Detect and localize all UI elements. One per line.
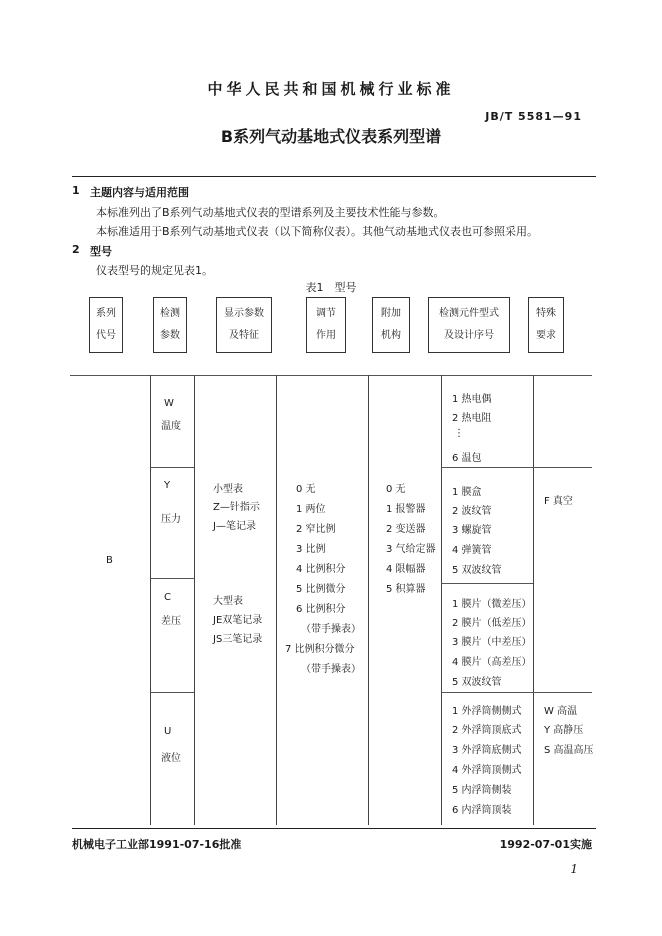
param-name-c: 差压	[161, 616, 181, 627]
element-y-3: 4 弹簧管	[452, 545, 492, 556]
table-vline-3	[276, 375, 277, 825]
display-large-2: JS三笔记录	[213, 634, 263, 645]
approval-date: 机械电子工业部1991-07-16批准	[72, 838, 242, 851]
col-header-attachment-line1: 附加	[381, 308, 401, 319]
regulation-1: 1 两位	[296, 504, 326, 515]
section-1-number: 1	[72, 184, 80, 197]
display-small-2: J—笔记录	[213, 521, 256, 532]
special-y: F 真空	[544, 496, 573, 507]
col-header-regulation-line1: 调节	[316, 308, 336, 319]
section-2-number: 2	[72, 243, 80, 256]
table-vline-1	[150, 375, 151, 825]
display-small-0: 小型表	[213, 484, 243, 495]
element-c-2: 3 膜片（中差压）	[452, 637, 532, 648]
table-caption: 表1 型号	[305, 281, 357, 294]
col-header-param-line2: 参数	[160, 330, 180, 341]
element-y-0: 1 膜盒	[452, 487, 482, 498]
special-u-2: S 高温高压	[544, 745, 594, 756]
param-name-w: 温度	[161, 421, 181, 432]
regulation-6-note: （带手操表）	[301, 624, 361, 635]
col-header-attachment-line2: 机构	[381, 330, 401, 341]
element-c-0: 1 膜片（微差压）	[452, 599, 532, 610]
regulation-0: 0 无	[296, 484, 316, 495]
footer-rule	[72, 828, 596, 829]
element-w-1: 2 热电阻	[452, 413, 492, 424]
element-c-3: 4 膜片（高差压）	[452, 657, 532, 668]
regulation-6: 6 比例积分	[296, 604, 346, 615]
param-sep-1	[150, 467, 194, 468]
attachment-1: 1 报警器	[386, 504, 426, 515]
col-header-element-line1: 检测元件型式	[439, 308, 499, 319]
regulation-7-note: （带手操表）	[301, 664, 361, 675]
col-header-special-line1: 特殊	[536, 308, 556, 319]
element-sep-3	[441, 692, 592, 693]
element-c-1: 2 膜片（低差压）	[452, 618, 532, 629]
regulation-7: 7 比例积分微分	[285, 644, 355, 655]
regulation-4: 4 比例积分	[296, 564, 346, 575]
attachment-2: 2 变送器	[386, 524, 426, 535]
col-header-attachment	[372, 297, 410, 353]
col-header-series-line1: 系列	[96, 308, 116, 319]
element-u-0: 1 外浮筒侧侧式	[452, 706, 522, 717]
display-small-1: Z—针指示	[213, 502, 260, 513]
page-number: 1	[570, 862, 578, 876]
section-2-para-1: 仪表型号的规定见表1。	[96, 264, 213, 277]
col-header-display	[216, 297, 272, 353]
element-w-3: 6 温包	[452, 453, 482, 464]
col-header-regulation	[306, 297, 346, 353]
col-header-series-line2: 代号	[96, 330, 116, 341]
regulation-2: 2 窄比例	[296, 524, 336, 535]
col-header-series	[89, 297, 123, 353]
element-w-0: 1 热电偶	[452, 394, 492, 405]
section-2-heading: 型号	[90, 245, 112, 258]
document-title: B系列气动基地式仪表系列型谱	[220, 127, 442, 146]
special-u-0: W 高温	[544, 706, 578, 717]
section-1-para-1: 本标准列出了B系列气动基地式仪表的型谱系列及主要技术性能与参数。	[96, 206, 445, 219]
standard-category: 中华人民共和国机械行业标准	[207, 80, 455, 98]
special-u-1: Y 高静压	[544, 725, 584, 736]
regulation-3: 3 比例	[296, 544, 326, 555]
table-vline-4	[368, 375, 369, 825]
element-u-2: 3 外浮筒底侧式	[452, 745, 522, 756]
param-name-u: 液位	[161, 753, 181, 764]
element-y-4: 5 双波纹管	[452, 565, 502, 576]
param-code-y: Y	[164, 480, 171, 491]
element-sep-2	[441, 583, 533, 584]
col-header-element-line2: 及设计序号	[444, 330, 494, 341]
regulation-5: 5 比例微分	[296, 584, 346, 595]
col-header-display-line1: 显示参数	[224, 308, 264, 319]
display-large-0: 大型表	[213, 596, 243, 607]
attachment-5: 5 积算器	[386, 584, 426, 595]
param-name-y: 压力	[161, 514, 181, 525]
element-u-1: 2 外浮筒顶底式	[452, 725, 522, 736]
col-header-param	[153, 297, 187, 353]
element-c-4: 5 双波纹管	[452, 677, 502, 688]
series-code: B	[106, 555, 113, 566]
element-y-2: 3 螺旋管	[452, 525, 492, 536]
param-sep-2	[150, 578, 194, 579]
standard-number: JB/T 5581—91	[485, 110, 582, 123]
table-vline-6	[533, 375, 534, 825]
element-u-4: 5 内浮筒侧装	[452, 785, 512, 796]
param-sep-3	[150, 692, 194, 693]
col-header-param-line1: 检测	[160, 308, 180, 319]
col-header-regulation-line2: 作用	[316, 330, 336, 341]
param-code-c: C	[164, 592, 171, 603]
element-sep-1	[441, 467, 592, 468]
display-large-1: JE双笔记录	[213, 615, 263, 626]
table-top-rule	[70, 375, 592, 376]
table-vline-2	[194, 375, 195, 825]
col-header-display-line2: 及特征	[229, 330, 259, 341]
table-vline-5	[441, 375, 442, 825]
effective-date: 1992-07-01实施	[499, 838, 592, 851]
col-header-element	[428, 297, 510, 353]
element-u-3: 4 外浮筒顶侧式	[452, 765, 522, 776]
section-1-para-2: 本标准适用于B系列气动基地式仪表（以下简称仪表）。其他气动基地式仪表也可参照采用。	[96, 225, 539, 238]
col-header-special	[528, 297, 564, 353]
attachment-0: 0 无	[386, 484, 406, 495]
col-header-special-line2: 要求	[536, 330, 556, 341]
section-1-heading: 主题内容与适用范围	[90, 186, 189, 199]
element-u-5: 6 内浮筒顶装	[452, 805, 512, 816]
element-w-2: ⋮	[454, 428, 464, 439]
attachment-4: 4 限幅器	[386, 564, 426, 575]
param-code-u: U	[164, 726, 172, 737]
header-rule	[72, 176, 596, 177]
param-code-w: W	[164, 398, 174, 409]
attachment-3: 3 气给定器	[386, 544, 436, 555]
element-y-1: 2 波纹管	[452, 506, 492, 517]
